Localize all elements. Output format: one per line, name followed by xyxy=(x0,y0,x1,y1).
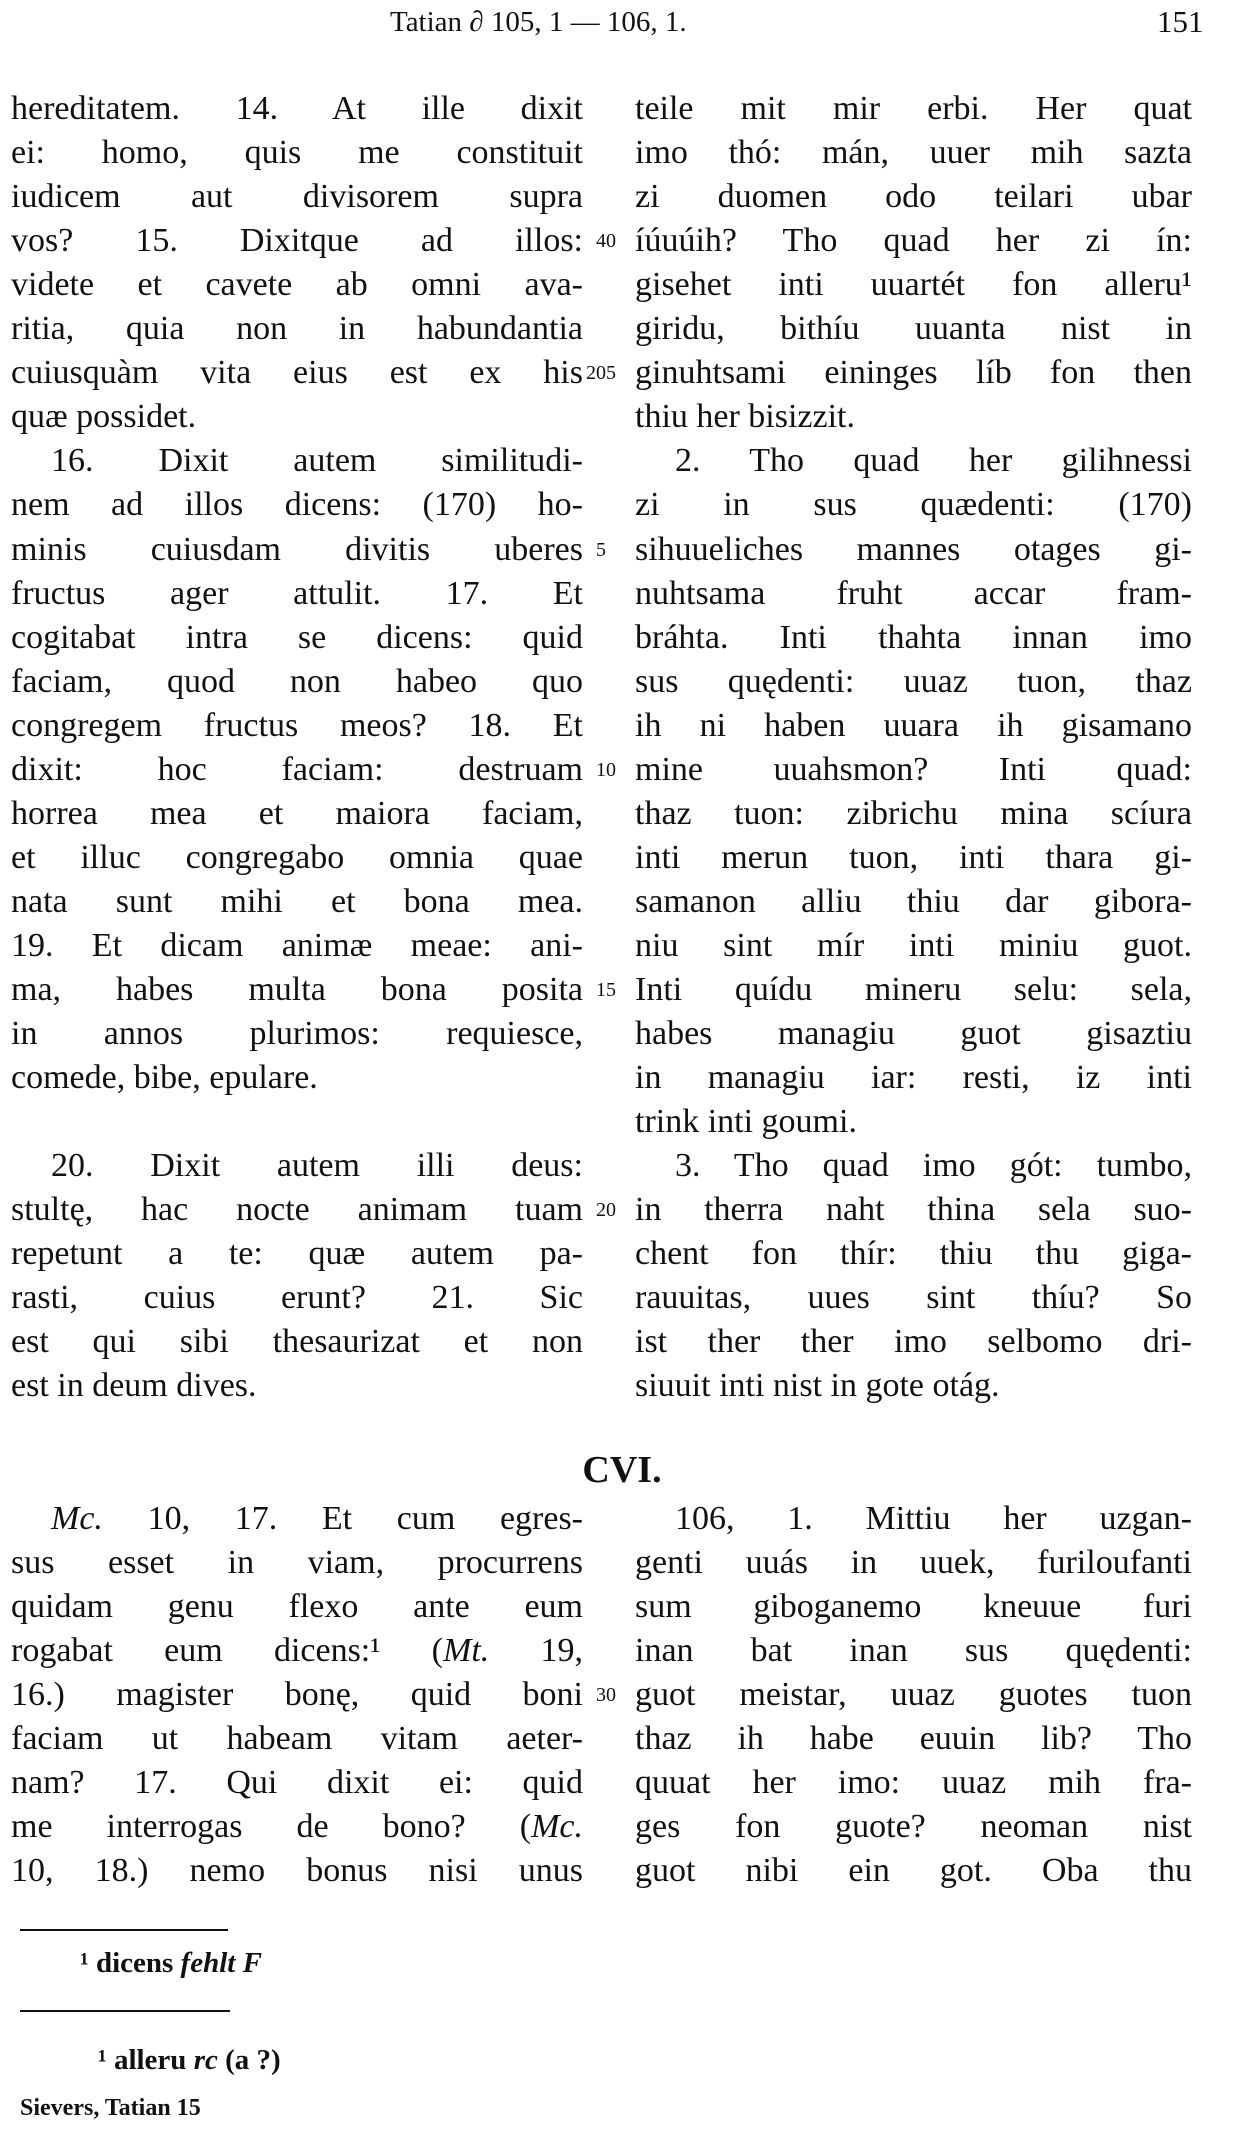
line-number: 20 xyxy=(596,1199,616,1222)
old-high-german-text-line: guot nibi ein got. Oba thu xyxy=(635,1852,1192,1889)
old-high-german-text-line: ih ni haben uuara ih gisamano xyxy=(635,706,1192,744)
line-number: 5 xyxy=(596,538,606,561)
old-high-german-text-line: Inti quídu mineru selu: sela, xyxy=(635,971,1192,1008)
latin-text-line: videte et cavete ab omni ava- xyxy=(11,266,583,304)
latin-text-line: ritia, quia non in habundantia xyxy=(11,310,583,348)
old-high-german-text-line: in managiu iar: resti, iz inti xyxy=(635,1059,1192,1097)
old-high-german-text-line: sus quędenti: uuaz tuon, thaz xyxy=(635,662,1192,700)
latin-text-line: hereditatem. 14. At ille dixit xyxy=(11,90,583,127)
old-high-german-text-line: inti merun tuon, inti thara gi- xyxy=(635,838,1192,876)
latin-text-line: iudicem aut divisorem supra xyxy=(11,178,583,216)
latin-text-line: ma, habes multa bona posita xyxy=(11,971,583,1008)
latin-text-line xyxy=(11,1805,583,1849)
latin-text-line: vos? 15. Dixitque ad illos: xyxy=(11,222,583,260)
line-number: 40 xyxy=(596,230,616,253)
text-segment: 19, xyxy=(489,1631,584,1669)
footnote-rule-left xyxy=(20,1929,228,1931)
latin-text-line: horrea mea et maiora faciam, xyxy=(11,794,583,832)
latin-text-line: rasti, cuius erunt? 21. Sic xyxy=(11,1279,583,1317)
latin-text-line: repetunt a te: quæ autem pa- xyxy=(11,1235,583,1273)
footnote-rule-right xyxy=(20,2010,230,2012)
latin-text-line: stultę, hac nocte animam tuam xyxy=(11,1191,583,1229)
latin-text-line: in annos plurimos: requiesce, xyxy=(11,1015,583,1053)
old-high-german-text-line: in therra naht thina sela suo- xyxy=(635,1191,1192,1229)
text-segment: me interrogas de bono? ( xyxy=(11,1807,532,1845)
italic-text: rc xyxy=(186,2044,218,2076)
old-high-german-text-line: thaz tuon: zibrichu mina scíura xyxy=(635,794,1192,832)
old-high-german-text-line: siuuit inti nist in gote otág. xyxy=(635,1367,1000,1405)
old-high-german-text-line: imo thó: mán, uuer mih sazta xyxy=(635,134,1192,172)
latin-text-line: nata sunt mihi et bona mea. xyxy=(11,882,583,920)
latin-text-line xyxy=(11,1497,583,1541)
old-high-german-text-line: 106, 1. Mittiu her uzgan- xyxy=(675,1499,1192,1537)
latin-text-line: quidam genu flexo ante eum xyxy=(11,1587,583,1625)
old-high-german-text-line: thiu her bisizzit. xyxy=(635,398,856,436)
latin-text-line: 16. Dixit autem similitudi- xyxy=(51,442,583,480)
old-high-german-text-line: 3. Tho quad imo gót: tumbo, xyxy=(675,1147,1192,1185)
line-number: 30 xyxy=(596,1683,616,1706)
old-high-german-text-line: genti uuás in uuek, furiloufanti xyxy=(635,1543,1192,1581)
text-segment: rogabat eum dicens:¹ ( xyxy=(11,1631,443,1669)
old-high-german-text-line: samanon alliu thiu dar gibora- xyxy=(635,882,1192,920)
old-high-german-text-line: sum giboganemo kneuue furi xyxy=(635,1587,1192,1625)
text-segment: 10, 17. Et cum egres- xyxy=(102,1499,583,1537)
latin-text-line: minis cuiusdam divitis uberes xyxy=(11,530,583,568)
old-high-german-text-line: giridu, bithíu uuanta nist in xyxy=(635,310,1192,348)
line-number: 10 xyxy=(596,758,616,781)
old-high-german-text-line: sihuueliches mannes otages gi- xyxy=(635,530,1192,568)
latin-text-line: nam? 17. Qui dixit ei: quid xyxy=(11,1763,583,1801)
text-segment: (a ?) xyxy=(217,2044,281,2076)
page-number: 151 xyxy=(1157,4,1204,39)
old-high-german-text-line: habes managiu guot gisaztiu xyxy=(635,1015,1192,1053)
old-high-german-text-line: teile mit mir erbi. Her quat xyxy=(635,90,1192,127)
latin-text-line: cogitabat intra se dicens: quid xyxy=(11,618,583,656)
latin-text-line: fructus ager attulit. 17. Et xyxy=(11,574,583,612)
latin-text-line: 20. Dixit autem illi deus: xyxy=(51,1147,583,1185)
latin-text-line: faciam ut habeam vitam aeter- xyxy=(11,1719,583,1757)
latin-text-line: comede, bibe, epulare. xyxy=(11,1059,318,1097)
old-high-german-text-line: ist ther ther imo selbomo dri- xyxy=(635,1323,1192,1361)
latin-text-line: congregem fructus meos? 18. Et xyxy=(11,706,583,744)
latin-text-line xyxy=(11,1629,583,1673)
footnote-left xyxy=(80,1943,262,1983)
latin-text-line: 16.) magister bonę, quid boni xyxy=(11,1675,583,1713)
latin-text-line: est qui sibi thesaurizat et non xyxy=(11,1323,583,1361)
old-high-german-text-line: nuhtsama fruht accar fram- xyxy=(635,574,1192,612)
old-high-german-text-line: rauuitas, uues sint thíu? So xyxy=(635,1279,1192,1317)
latin-text-line: nem ad illos dicens: (170) ho- xyxy=(11,486,583,524)
latin-text-line: est in deum dives. xyxy=(11,1367,257,1405)
latin-text-line: faciam, quod non habeo quo xyxy=(11,662,583,700)
italic-text: Mc. xyxy=(51,1499,103,1537)
latin-text-line: et illuc congregabo omnia quae xyxy=(11,838,583,876)
italic-text: Mc. xyxy=(531,1807,583,1845)
old-high-german-text-line: quuat her imo: uuaz mih fra- xyxy=(635,1763,1192,1801)
printer-signature: Sievers, Tatian 15 xyxy=(20,2095,201,2121)
latin-text-line: 10, 18.) nemo bonus nisi unus xyxy=(11,1852,583,1889)
footnote-right xyxy=(98,2040,281,2080)
old-high-german-text-line: zi duomen odo teilari ubar xyxy=(635,178,1192,216)
old-high-german-text-line: chent fon thír: thiu thu giga- xyxy=(635,1235,1192,1273)
line-number: 205 xyxy=(586,362,616,385)
latin-text-line: sus esset in viam, procurrens xyxy=(11,1543,583,1581)
old-high-german-text-line: 2. Tho quad her gilihnessi xyxy=(675,442,1192,480)
old-high-german-text-line: íúuúih? Tho quad her zi ín: xyxy=(635,222,1192,260)
old-high-german-text-line: thaz ih habe euuin lib? Tho xyxy=(635,1719,1192,1757)
latin-text-line: quæ possidet. xyxy=(11,398,197,436)
latin-text-line: ei: homo, quis me constituit xyxy=(11,134,583,172)
old-high-german-text-line: inan bat inan sus quędenti: xyxy=(635,1631,1192,1669)
old-high-german-text-line: ginuhtsami eininges líb fon then xyxy=(635,354,1192,392)
text-segment: ¹ dicens xyxy=(80,1947,181,1979)
old-high-german-text-line: ges fon guote? neoman nist xyxy=(635,1807,1192,1845)
running-header-title: Tatian ∂ 105, 1 — 106, 1. xyxy=(390,6,687,38)
old-high-german-text-line: zi in sus quædenti: (170) xyxy=(635,486,1192,524)
latin-text-line: dixit: hoc faciam: destruam xyxy=(11,750,583,788)
text-segment: ¹ alleru xyxy=(98,2044,187,2076)
latin-text-line: cuiusquàm vita eius est ex his xyxy=(11,354,583,392)
section-heading: CVI. xyxy=(582,1449,662,1492)
italic-text: fehlt F xyxy=(180,1947,262,1979)
old-high-german-text-line: mine uuahsmon? Inti quad: xyxy=(635,750,1192,788)
line-number: 15 xyxy=(596,979,616,1001)
old-high-german-text-line: niu sint mír inti miniu guot. xyxy=(635,926,1192,964)
latin-text-line: 19. Et dicam animæ meae: ani- xyxy=(11,926,583,964)
old-high-german-text-line: guot meistar, uuaz guotes tuon xyxy=(635,1675,1192,1713)
old-high-german-text-line: bráhta. Inti thahta innan imo xyxy=(635,618,1192,656)
italic-text: Mt. xyxy=(443,1631,490,1669)
old-high-german-text-line: gisehet inti uuartét fon alleru¹ xyxy=(635,266,1192,304)
old-high-german-text-line: trink inti goumi. xyxy=(635,1103,857,1141)
